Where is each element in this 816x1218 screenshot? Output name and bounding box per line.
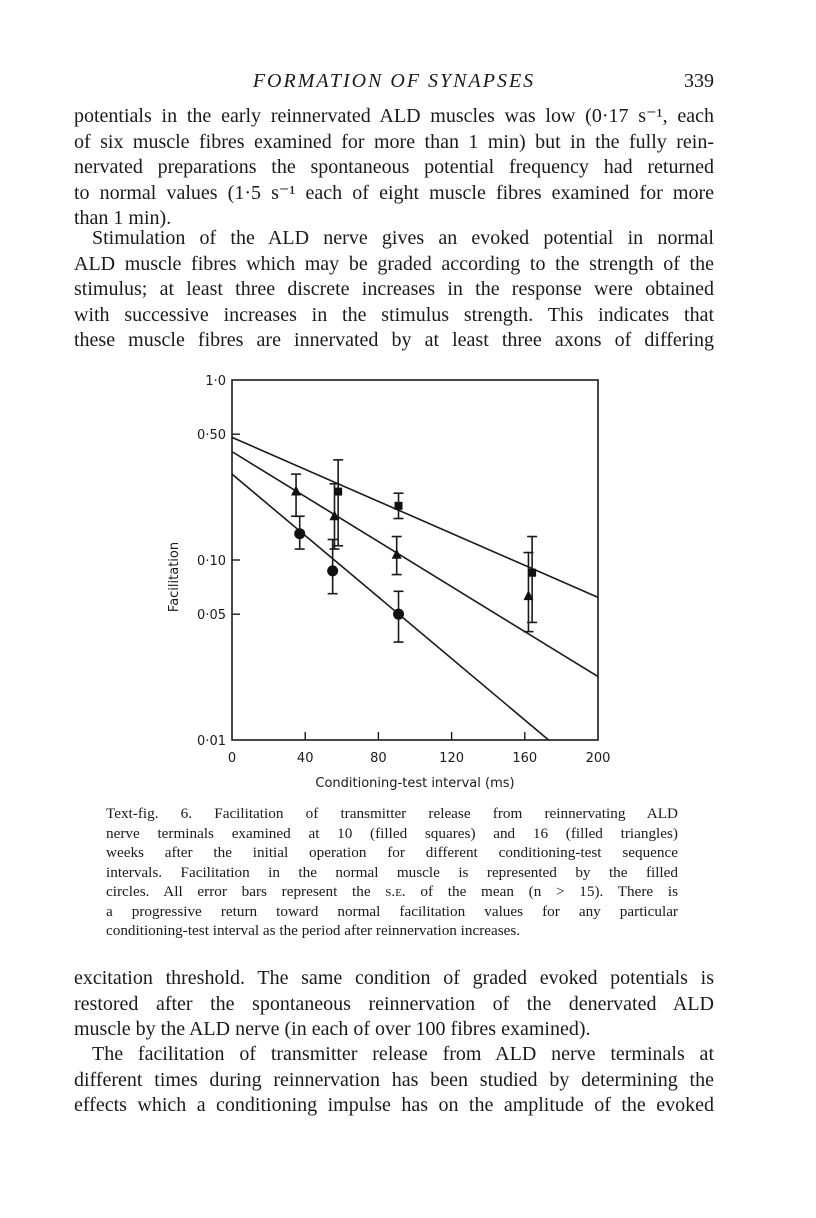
data-point-square (528, 569, 536, 577)
paragraph-1 (74, 104, 714, 232)
text-line: restored after the spontaneous reinnervation of the denervated ALD (74, 992, 714, 1015)
caption-line: circles. All error bars represent the s.e. of the mean (n > 15). There is (106, 883, 679, 900)
text-line: potentials in the early reinnervated ALD muscles was low (0·17 s⁻¹, each (74, 105, 714, 127)
text-line: muscle by the ALD nerve (in each of over 100 fibres examined). (74, 1018, 591, 1040)
text-line: ALD muscle fibres which may be graded according to the strength of the (74, 252, 714, 275)
paragraph-2 (74, 226, 714, 354)
text-line: The facilitation of transmitter release from ALD nerve terminals at (92, 1043, 714, 1065)
x-tick-label: 120 (439, 751, 465, 766)
caption-line: nerve terminals examined at 10 (filled squares) and 16 (filled triangles) (106, 824, 678, 842)
text-line: nervated preparations the spontaneous potential frequency had returned (74, 156, 714, 178)
y-tick-label: 0·50 (197, 428, 226, 444)
caption-line: weeks after the initial operation for different conditioning-test sequence (106, 844, 678, 861)
data-point-circle (393, 609, 404, 620)
text-line: effects which a conditioning impulse has on the amplitude of the evoked (74, 1094, 714, 1116)
fit-line (232, 474, 549, 740)
x-tick-label: 40 (296, 751, 314, 766)
data-point-square (334, 488, 342, 496)
text-line: with successive increases in the stimulus strength. This indicates that (74, 303, 714, 326)
running-title: FORMATION OF SYNAPSES (252, 70, 536, 92)
y-tick-label: 1·0 (205, 374, 226, 389)
x-axis-title: Conditioning-test interval (ms) (315, 776, 515, 791)
data-point-triangle (291, 486, 301, 496)
plot-frame (232, 380, 598, 740)
text-line: Stimulation of the ALD nerve gives an evoked potential in normal (92, 227, 714, 249)
y-tick-label: 0·01 (197, 734, 226, 749)
data-point-circle (294, 528, 305, 539)
text-line: stimulus; at least three discrete increases in the response were obtained (74, 278, 714, 300)
page-number: 339 (684, 70, 714, 92)
x-tick-label: 160 (512, 751, 538, 766)
data-point-square (395, 502, 403, 510)
text-line: excitation threshold. The same condition of graded evoked potentials is (74, 967, 714, 989)
text-line: to normal values (1·5 s⁻¹ each of eight muscle fibres examined for more (74, 181, 714, 204)
text-line: different times during reinnervation has been studied by determining the (74, 1068, 714, 1091)
paragraph-3 (74, 966, 714, 1043)
x-tick-label: 0 (227, 751, 237, 766)
caption-line: a progressive return toward normal facilitation values for any particular (106, 902, 678, 920)
paragraph-4 (74, 1042, 714, 1119)
page-header (74, 70, 714, 100)
y-tick-label: 0·10 (197, 554, 226, 569)
x-tick-label: 200 (585, 751, 611, 766)
facilitation-chart (160, 362, 640, 802)
text-line: of six muscle fibres examined for more than 1 min) but in the fully rein- (74, 130, 714, 153)
text-line: than 1 min). (74, 207, 172, 229)
y-tick-label: 0·05 (197, 608, 226, 624)
y-axis-title: Facilitation (167, 541, 182, 613)
caption-line: intervals. Facilitation in the normal muscle is represented by the filled (106, 863, 678, 881)
fit-line (232, 437, 598, 597)
figure-caption (106, 804, 678, 941)
text-line: these muscle fibres are innervated by at least three axons of differing (74, 329, 714, 351)
caption-line: Text-fig. 6. Facilitation of transmitter release from reinnervating ALD (106, 805, 678, 822)
x-tick-label: 80 (370, 751, 387, 766)
fit-line (232, 452, 598, 677)
caption-line: conditioning-test interval as the period after reinnervation increases. (106, 922, 521, 939)
data-point-circle (327, 565, 338, 576)
